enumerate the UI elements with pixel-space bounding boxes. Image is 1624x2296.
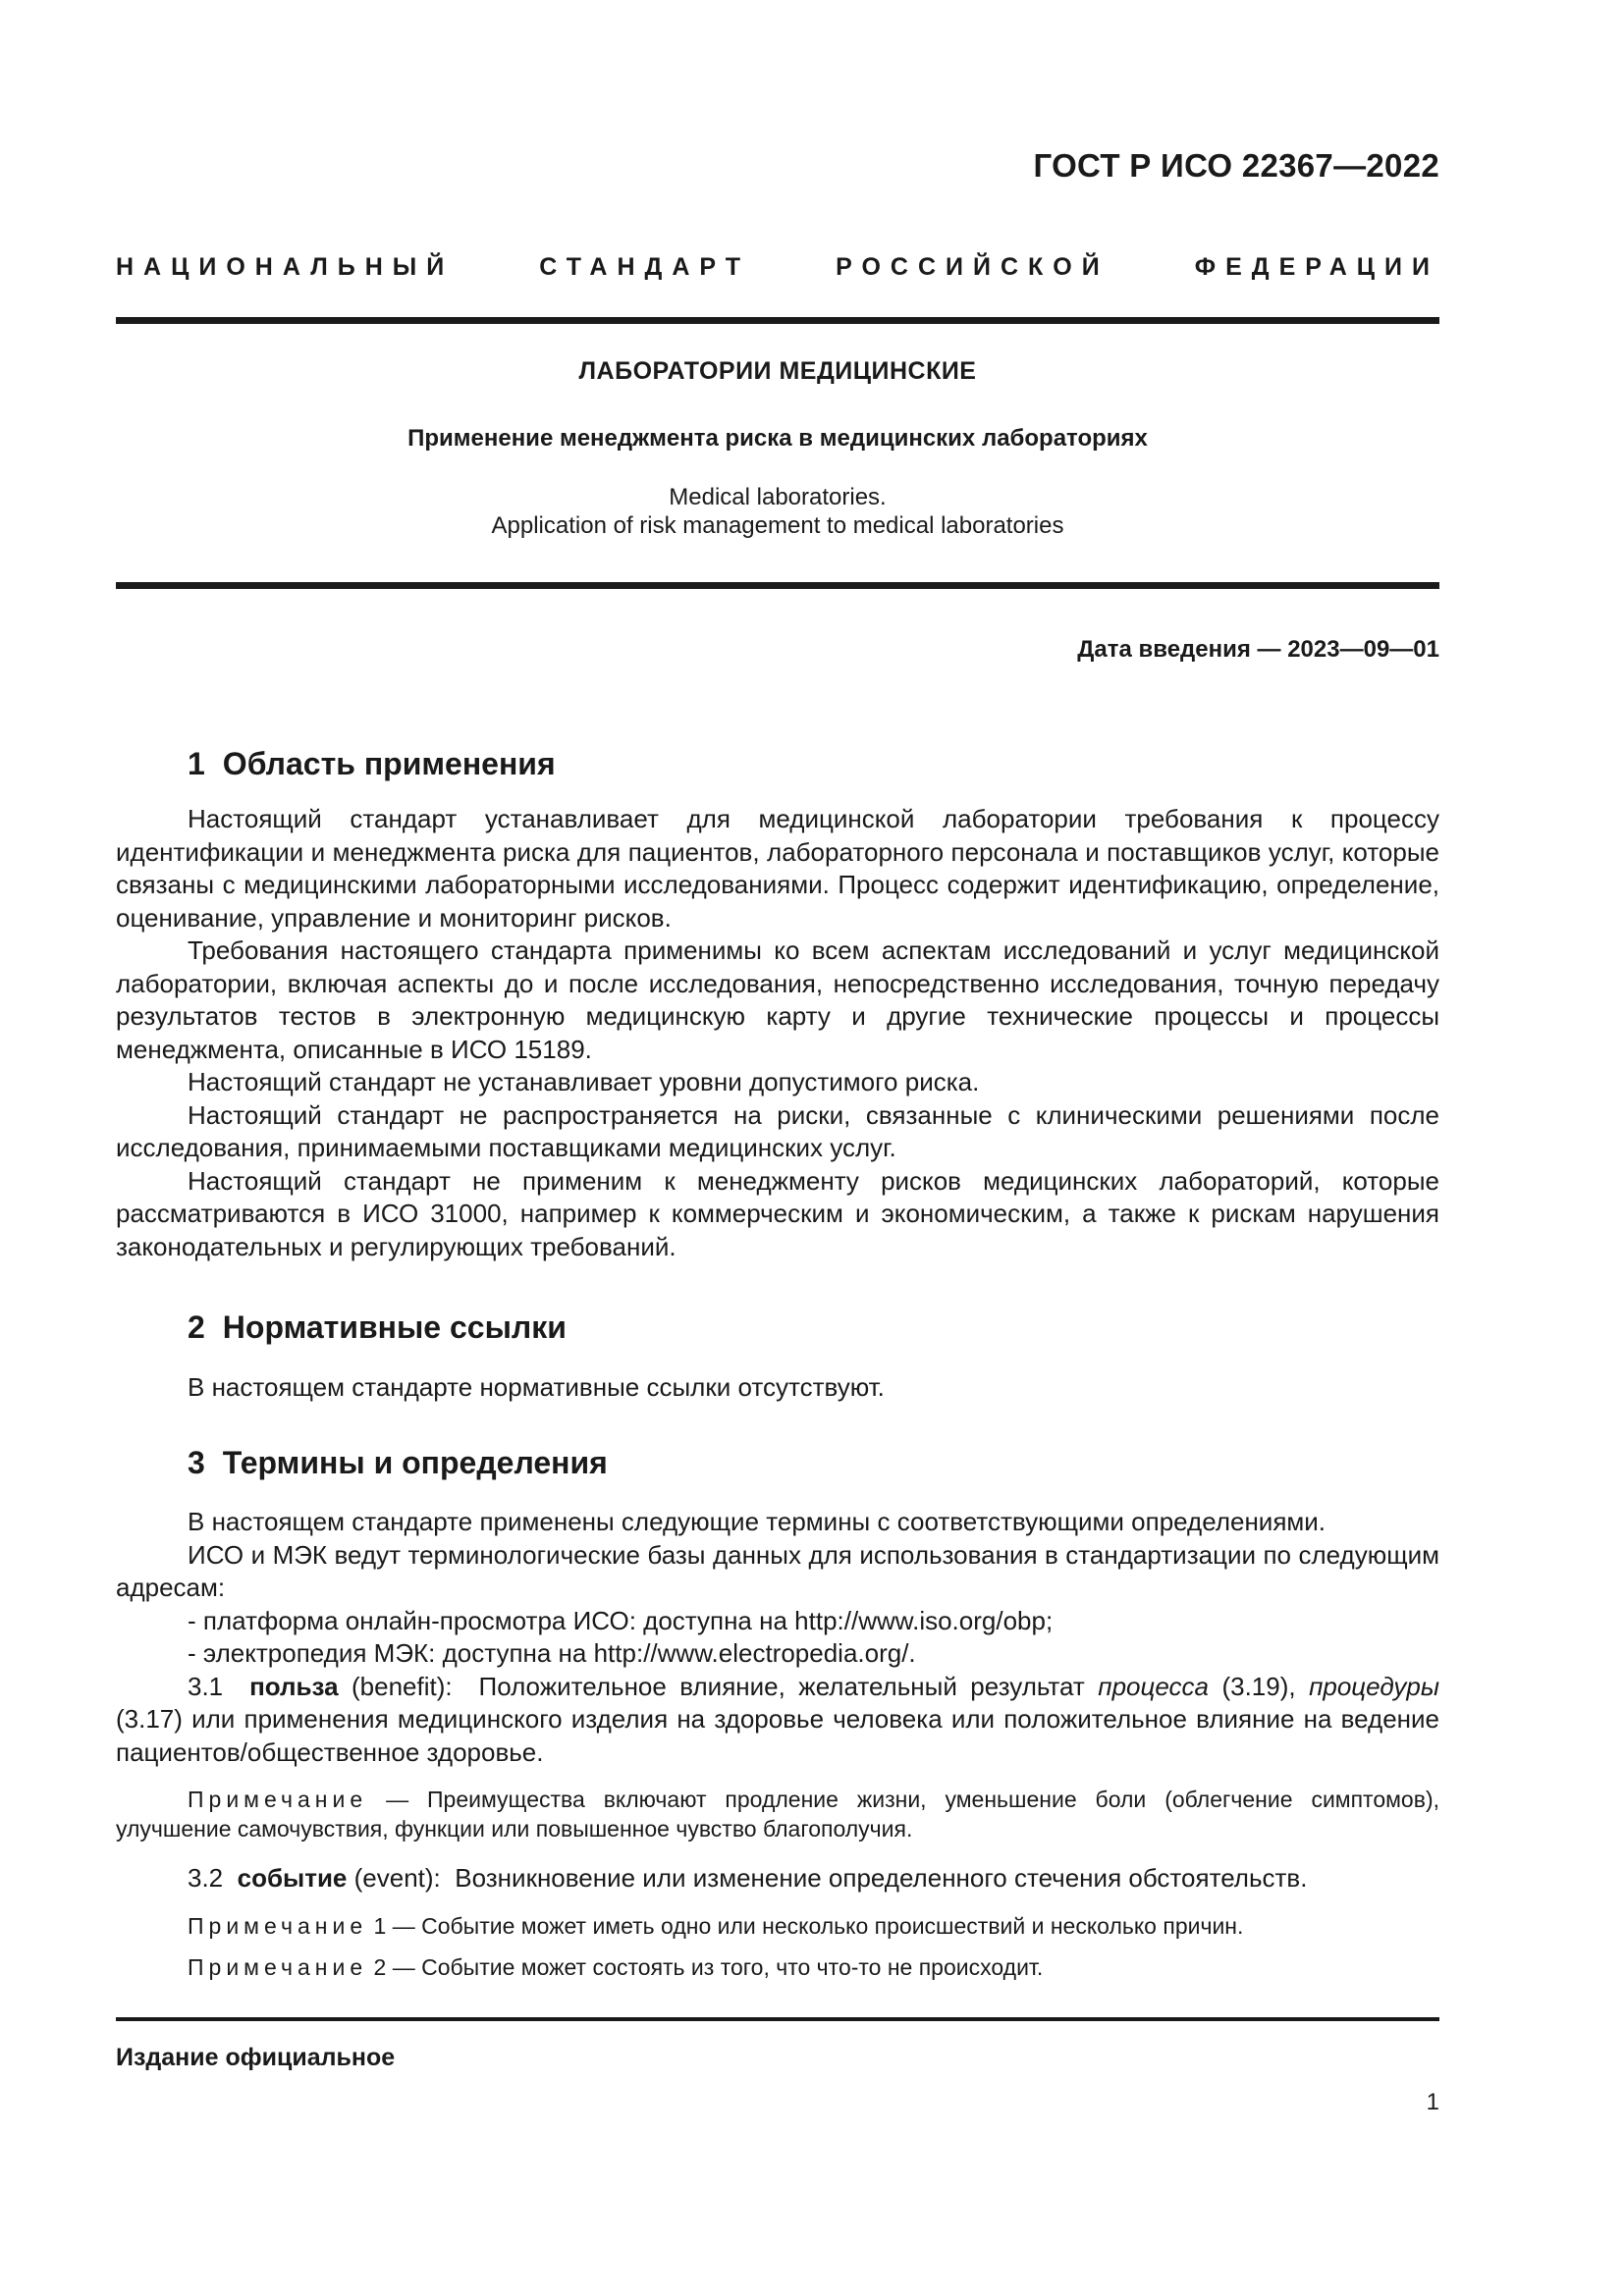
term-word: польза	[249, 1671, 339, 1701]
note-text: — Преимущества включают продление жизни, уменьшение боли (облегчение симптомов), улучшение самочувствия, функции или повышенное чувство благополучия.	[116, 1787, 1439, 1842]
section-1-paragraph: Настоящий стандарт не применим к менеджменту рисков медицинских лабораторий, которые рассматриваются в ИСО 31000, например к коммерческим и экономическим, а также к рискам нарушения законодательных и регулирующих требований.	[116, 1165, 1439, 1261]
section-1-paragraph: Настоящий стандарт не устанавливает уровни допустимого риска.	[188, 1067, 980, 1096]
term-3-2	[116, 1862, 1439, 1896]
section-2-title: Нормативные ссылки	[222, 1309, 567, 1345]
note-3-1	[116, 1785, 1439, 1843]
note-text: 1 — Событие может иметь одно или несколько происшествий и несколько причин.	[373, 1913, 1244, 1939]
introduction-date: Дата введения — 2023—09—01	[1077, 636, 1439, 663]
national-standard-banner: НАЦИОНАЛЬНЫЙ СТАНДАРТ РОССИЙСКОЙ ФЕДЕРАЦИИ	[116, 253, 1439, 281]
term-definition: (3.17) или применения медицинского изделия на здоровье человека или положительное влияние на ведение пациентов/общественное здоровье.	[116, 1704, 1439, 1767]
section-3-title: Термины и определения	[222, 1445, 608, 1480]
section-1-body	[116, 803, 1439, 1263]
note-text: 2 — Событие может состоять из того, что что-то не происходит.	[373, 1954, 1044, 1980]
note-label: Примечание	[188, 1913, 368, 1939]
term-english: (benefit):	[352, 1671, 453, 1701]
section-3-body	[116, 1506, 1439, 1769]
section-3-heading	[188, 1445, 608, 1481]
term-definition: Положительное влияние, желательный результат	[478, 1671, 1085, 1701]
note-3-2-1	[116, 1911, 1439, 1941]
term-reference: процедуры	[1309, 1671, 1439, 1701]
section-2-number: 2	[188, 1309, 205, 1345]
section-2-paragraph: В настоящем стандарте нормативные ссылки отсутствуют.	[188, 1372, 885, 1402]
page-number: 1	[1426, 2089, 1439, 2115]
section-1-paragraph: Настоящий стандарт устанавливает для медицинской лаборатории требования к процессу идентификации и менеджмента риска для пациентов, лабораторного персонала и поставщиков услуг, которые связаны с медицинскими лабораторными исследованиями. Процесс содержит идентификацию, определение, оценивание, управление и мониторинг рисков.	[116, 804, 1439, 933]
address-list-item: - электропедия МЭК: доступна на http://www.electropedia.org/.	[188, 1638, 916, 1668]
title-bottom-rule	[116, 582, 1439, 589]
section-2-heading	[188, 1309, 567, 1346]
section-3-intro: В настоящем стандарте применены следующие термины с соответствующими определениями.	[188, 1507, 1326, 1536]
term-english: (event):	[353, 1863, 441, 1893]
address-list-item: - платформа онлайн-просмотра ИСО: доступна на http://www.iso.org/obp;	[188, 1605, 1054, 1635]
section-1-paragraph: Требования настоящего стандарта применимы ко всем аспектам исследований и услуг медицинской лаборатории, включая аспекты до и после исследования, непосредственно исследования, точную передачу результатов тестов в электронную медицинскую карту и другие технические процессы и процессы менеджмента, описанные в ИСО 15189.	[116, 935, 1439, 1064]
title-russian: ЛАБОРАТОРИИ МЕДИЦИНСКИЕ	[578, 357, 977, 385]
term-reference: процесса	[1098, 1671, 1209, 1701]
term-number: 3.2	[188, 1863, 224, 1893]
term-number: 3.1	[188, 1671, 224, 1701]
section-1-heading	[188, 746, 556, 782]
footer-rule	[116, 2017, 1439, 2021]
note-label: Примечание	[188, 1954, 368, 1980]
term-definition: (3.19),	[1221, 1671, 1296, 1701]
section-3-intro: ИСО и МЭК ведут терминологические базы данных для использования в стандартизации по следующим адресам:	[116, 1539, 1439, 1602]
note-3-2-2	[116, 1952, 1439, 1982]
term-word: событие	[237, 1863, 348, 1893]
section-1-paragraph: Настоящий стандарт не распространяется на риски, связанные с клиническими решениями после исследования, принимаемыми поставщиками медицинских услуг.	[116, 1099, 1439, 1162]
section-1-number: 1	[188, 746, 205, 781]
section-1-title: Область применения	[222, 746, 556, 781]
title-english-line2: Application of risk management to medical laboratories	[491, 512, 1064, 539]
official-edition-label: Издание официальное	[116, 2044, 396, 2071]
title-english-line1: Medical laboratories.	[669, 484, 887, 510]
subtitle-russian: Применение менеджмента риска в медицинских лабораториях	[407, 425, 1148, 452]
section-2-body	[116, 1371, 1439, 1405]
note-label: Примечание	[188, 1787, 368, 1812]
top-rule	[116, 317, 1439, 324]
section-3-number: 3	[188, 1445, 205, 1480]
term-definition: Возникновение или изменение определенного стечения обстоятельств.	[455, 1863, 1308, 1893]
term-3-1	[116, 1671, 1439, 1770]
title-english	[116, 483, 1439, 540]
document-code: ГОСТ Р ИСО 22367—2022	[1033, 147, 1439, 184]
